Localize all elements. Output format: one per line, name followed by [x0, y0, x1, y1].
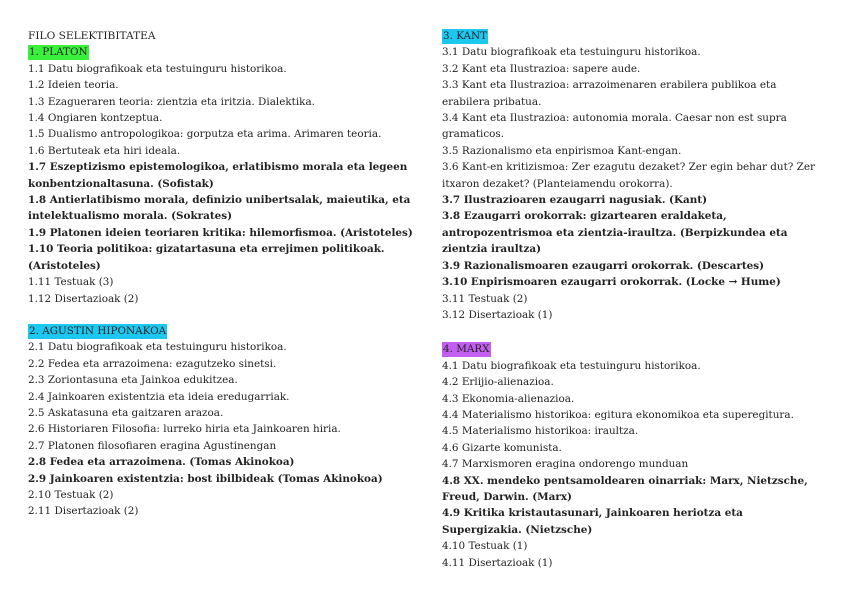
list-item: 2.2 Fedea eta arrazoimena: ezagutzeko sinetsi. — [28, 357, 277, 370]
list-item: 1.9 Platonen ideien teoriaren kritika: hilemorfismoa. (Aristoteles) — [28, 226, 413, 239]
section-agustin — [28, 323, 418, 520]
list-item: 4.5 Materialismo historikoa: iraultza. — [442, 425, 639, 438]
list-item: 2.4 Jainkoaren existentzia eta ideia eredugarriak. — [28, 390, 290, 403]
list-item: 4.8 XX. mendeko pentsamoldearen oinarriak: Marx, Nietzsche, Freud, Darwin. (Marx) — [442, 474, 808, 503]
list-item: 2.7 Platonen filosofiaren eragina Agustinengan — [28, 439, 277, 452]
list-item: 3.6 Kant-en kritizismoa: Zer ezagutu dezaket? Zer egin behar dut? Zer itxaron dezaket? (Planteiamendu orokorra). — [442, 161, 816, 190]
section-heading-kant: 3. KANT — [443, 30, 488, 42]
list-item: 4.3 Ekonomia-alienazioa. — [442, 392, 575, 405]
section-marx — [442, 341, 822, 571]
list-item: 1.3 Ezagueraren teoria: zientzia eta iritzia. Dialektika. — [28, 95, 315, 108]
list-item: 2.5 Askatasuna eta gaitzaren arazoa. — [28, 406, 224, 419]
section-heading-agustin: 2. AGUSTIN HIPONAKOA — [29, 324, 167, 337]
section-heading-platon: 1. PLATON — [29, 46, 88, 59]
list-item: 1.7 Eszeptizismo epistemologikoa, erlatibismo morala eta legeen konbentzionaltasuna. (Sofistak) — [28, 161, 408, 190]
list-item: 2.8 Fedea eta arrazoimena. (Tomas Akinokoa) — [28, 456, 295, 469]
list-item: 1.12 Disertazioak (2) — [28, 292, 139, 305]
list-item: 2.1 Datu biografikoak eta testuinguru historikoa. — [28, 341, 287, 354]
list-item: 3.5 Razionalismo eta enpirismoa Kant-engan. — [442, 144, 682, 157]
list-item: 3.2 Kant eta Ilustrazioa: sapere aude. — [442, 62, 641, 75]
list-item: 1.10 Teoria politikoa: gizatartasuna eta errejimen politikoak. (Aristoteles) — [28, 243, 385, 272]
section-platon — [28, 44, 418, 307]
list-item: 3.7 Ilustrazioaren ezaugarri nagusiak. (Kant) — [442, 194, 708, 207]
list-item: 4.4 Materialismo historikoa: egitura ekonomikoa eta superegitura. — [442, 408, 794, 421]
list-item: 2.10 Testuak (2) — [28, 488, 114, 501]
list-item: 2.3 Zoriontasuna eta Jainkoa edukitzea. — [28, 374, 238, 387]
list-item: 3.12 Disertazioak (1) — [442, 308, 553, 321]
list-item: 4.2 Erlijio-alienazioa. — [442, 376, 554, 389]
list-item: 3.4 Kant eta Ilustrazioa: autonomia morala. Caesar non est supra gramaticos. — [442, 112, 787, 141]
list-item: 1.5 Dualismo antropologikoa: gorputza eta arima. Arimaren teoria. — [28, 128, 382, 141]
list-item: 3.3 Kant eta Ilustrazioa: arrazoimenaren erabilera publikoa eta erabilera pribatua. — [442, 79, 777, 108]
section-heading-marx: 4. MARX — [443, 343, 490, 356]
list-item: 3.11 Testuak (2) — [442, 292, 528, 305]
list-item: 4.10 Testuak (1) — [442, 540, 528, 553]
list-item: 1.4 Ongiaren kontzeptua. — [28, 112, 163, 125]
list-item: 4.6 Gizarte komunista. — [442, 441, 562, 454]
list-item: 1.11 Testuak (3) — [28, 276, 114, 289]
list-item: 3.9 Razionalismoaren ezaugarri orokorrak. (Descartes) — [442, 259, 765, 272]
right-column — [442, 28, 822, 571]
section-kant — [442, 28, 822, 323]
list-item: 4.1 Datu biografikoak eta testuinguru historikoa. — [442, 359, 701, 372]
list-item: 3.1 Datu biografikoak eta testuinguru historikoa. — [442, 46, 701, 59]
list-item: 1.6 Bertuteak eta hiri ideala. — [28, 144, 181, 157]
list-item: 2.6 Historiaren Filosofia: lurreko hiria eta Jainkoaren hiria. — [28, 423, 341, 436]
list-item: 1.2 Ideien teoria. — [28, 79, 119, 92]
list-item: 1.1 Datu biografikoak eta testuinguru historikoa. — [28, 62, 287, 75]
list-item: 3.10 Enpirismoaren ezaugarri orokorrak. (Locke → Hume) — [442, 276, 781, 289]
list-item: 4.11 Disertazioak (1) — [442, 556, 553, 569]
page-title: FILO SELEKTIBITATEA — [28, 30, 156, 42]
list-item: 2.9 Jainkoaren existentzia: bost ibilbideak (Tomas Akinokoa) — [28, 472, 383, 485]
list-item: 3.8 Ezaugarri orokorrak: gizartearen eraldaketa, antropozentrismoa eta zientzia-iraultza. (Berpizkundea eta zientzia iraultza) — [442, 210, 788, 256]
list-item: 4.7 Marxismoren eragina ondorengo munduan — [442, 458, 689, 471]
left-column — [28, 28, 418, 520]
list-item: 1.8 Antierlatibismo morala, definizio unibertsalak, maieutika, eta intelektualismo morala. (Sokrates) — [28, 194, 411, 223]
list-item: 2.11 Disertazioak (2) — [28, 505, 139, 518]
list-item: 4.9 Kritika kristautasunari, Jainkoaren heriotza eta Supergizakia. (Nietzsche) — [442, 507, 743, 536]
